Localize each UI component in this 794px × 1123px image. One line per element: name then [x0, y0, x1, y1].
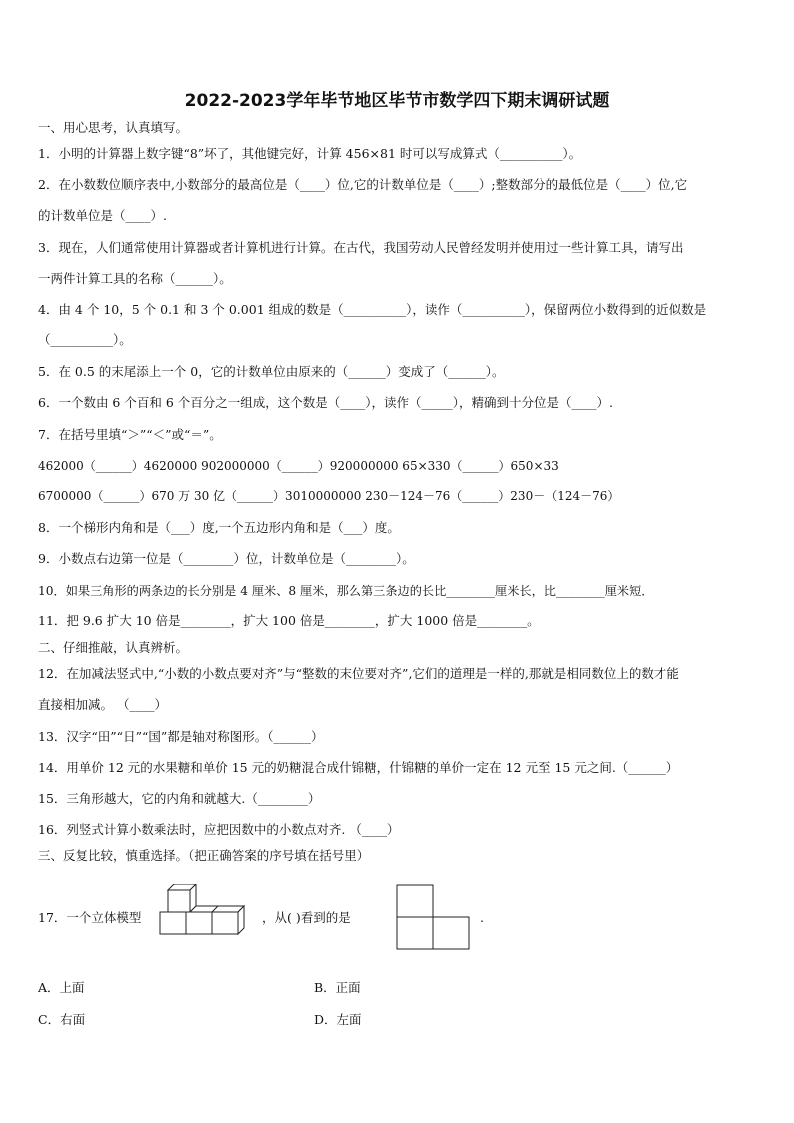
section-heading-3: 三、反复比较，慎重选择。（把正确答案的序号填在括号里）: [38, 848, 370, 863]
question-3-line-1: 3．现在，人们通常使用计算器或者计算机进行计算。在古代，我国劳动人民曾经发明并使用过一些计算工具，请写出: [38, 240, 684, 255]
question-10: 10．如果三角形的两条边的长分别是 4 厘米、8 厘米，那么第三条边的长比________厘米长，比________厘米短．: [38, 584, 654, 598]
question-15: 15．三角形越大，它的内角和就越大.（________）: [38, 791, 321, 806]
question-9: 9．小数点右边第一位是（________）位，计数单位是（________）。: [38, 551, 415, 566]
question-1: 1．小明的计算器上数字键“8”坏了，其他键完好，计算 456×81 时可以写成算式（__________）。: [38, 146, 582, 161]
page-title: 2022-2023学年毕节地区毕节市数学四下期末调研试题: [184, 91, 610, 111]
question-4-line-1: 4．由 4 个 10，5 个 0.1 和 3 个 0.001 组成的数是（__________），读作（__________），保留两位小数得到的近似数是: [38, 302, 707, 317]
option-a: A．上面: [38, 980, 85, 995]
question-4-line-2: （__________）。: [38, 332, 132, 347]
question-7: 7．在括号里填“＞”“＜”或“＝”。: [38, 427, 222, 442]
question-2-line-2: 的计数单位是（____）.: [38, 208, 167, 223]
question-2-line-1: 2．在小数数位顺序表中,小数部分的最高位是（____）位,它的计数单位是（____）;整数部分的最低位是（____）位,它: [38, 177, 688, 192]
question-17-prefix: 17．一个立体模型: [38, 910, 142, 925]
question-7-row-1: 462000（______）4620000 902000000（______）920000000 65×330（______）650×33: [38, 459, 559, 473]
question-12-line-1: 12．在加减法竖式中,“小数的小数点要对齐”与“整数的末位要对齐”,它们的道理是一样的,那就是相同数位上的数才能: [38, 666, 679, 681]
question-3-line-2: 一两件计算工具的名称（______）。: [38, 271, 232, 286]
section-heading-1: 一、用心思考，认真填写。: [38, 120, 189, 135]
question-17-end: .: [480, 910, 484, 925]
option-b: B．正面: [314, 980, 361, 995]
question-17-middle: ，从( )看到的是: [262, 910, 351, 925]
question-14: 14．用单价 12 元的水果糖和单价 15 元的奶糖混合成什锦糖，什锦糖的单价一定在 12 元至 15 元之间.（______）: [38, 760, 679, 775]
question-16: 16．列竖式计算小数乘法时，应把因数中的小数点对齐. （____）: [38, 822, 400, 837]
question-8: 8．一个梯形内角和是（___）度,一个五边形内角和是（___）度。: [38, 520, 400, 535]
question-6: 6．一个数由 6 个百和 6 个百分之一组成，这个数是（____），读作（_____），精确到十分位是（____）.: [38, 395, 613, 410]
option-c: C．右面: [38, 1012, 86, 1027]
view-shape-figure: [396, 884, 472, 950]
question-12-line-2: 直接相加减。 （____）: [38, 697, 167, 712]
question-13: 13．汉字“田”“日”“国”都是轴对称图形。（______）: [38, 729, 324, 744]
question-7-row-2: 6700000（______）670 万 30 亿（______）3010000000 230－124－76（______）230－（124－76）: [38, 489, 620, 503]
question-11: 11．把 9.6 扩大 10 倍是________，扩大 100 倍是________，扩大 1000 倍是________。: [38, 613, 540, 628]
section-heading-2: 二、仔细推敲，认真辨析。: [38, 640, 189, 655]
question-5: 5．在 0.5 的末尾添上一个 0，它的计数单位由原来的（______）变成了（______）。: [38, 364, 505, 379]
option-d: D．左面: [314, 1012, 362, 1027]
solid-model-figure: [158, 884, 248, 954]
